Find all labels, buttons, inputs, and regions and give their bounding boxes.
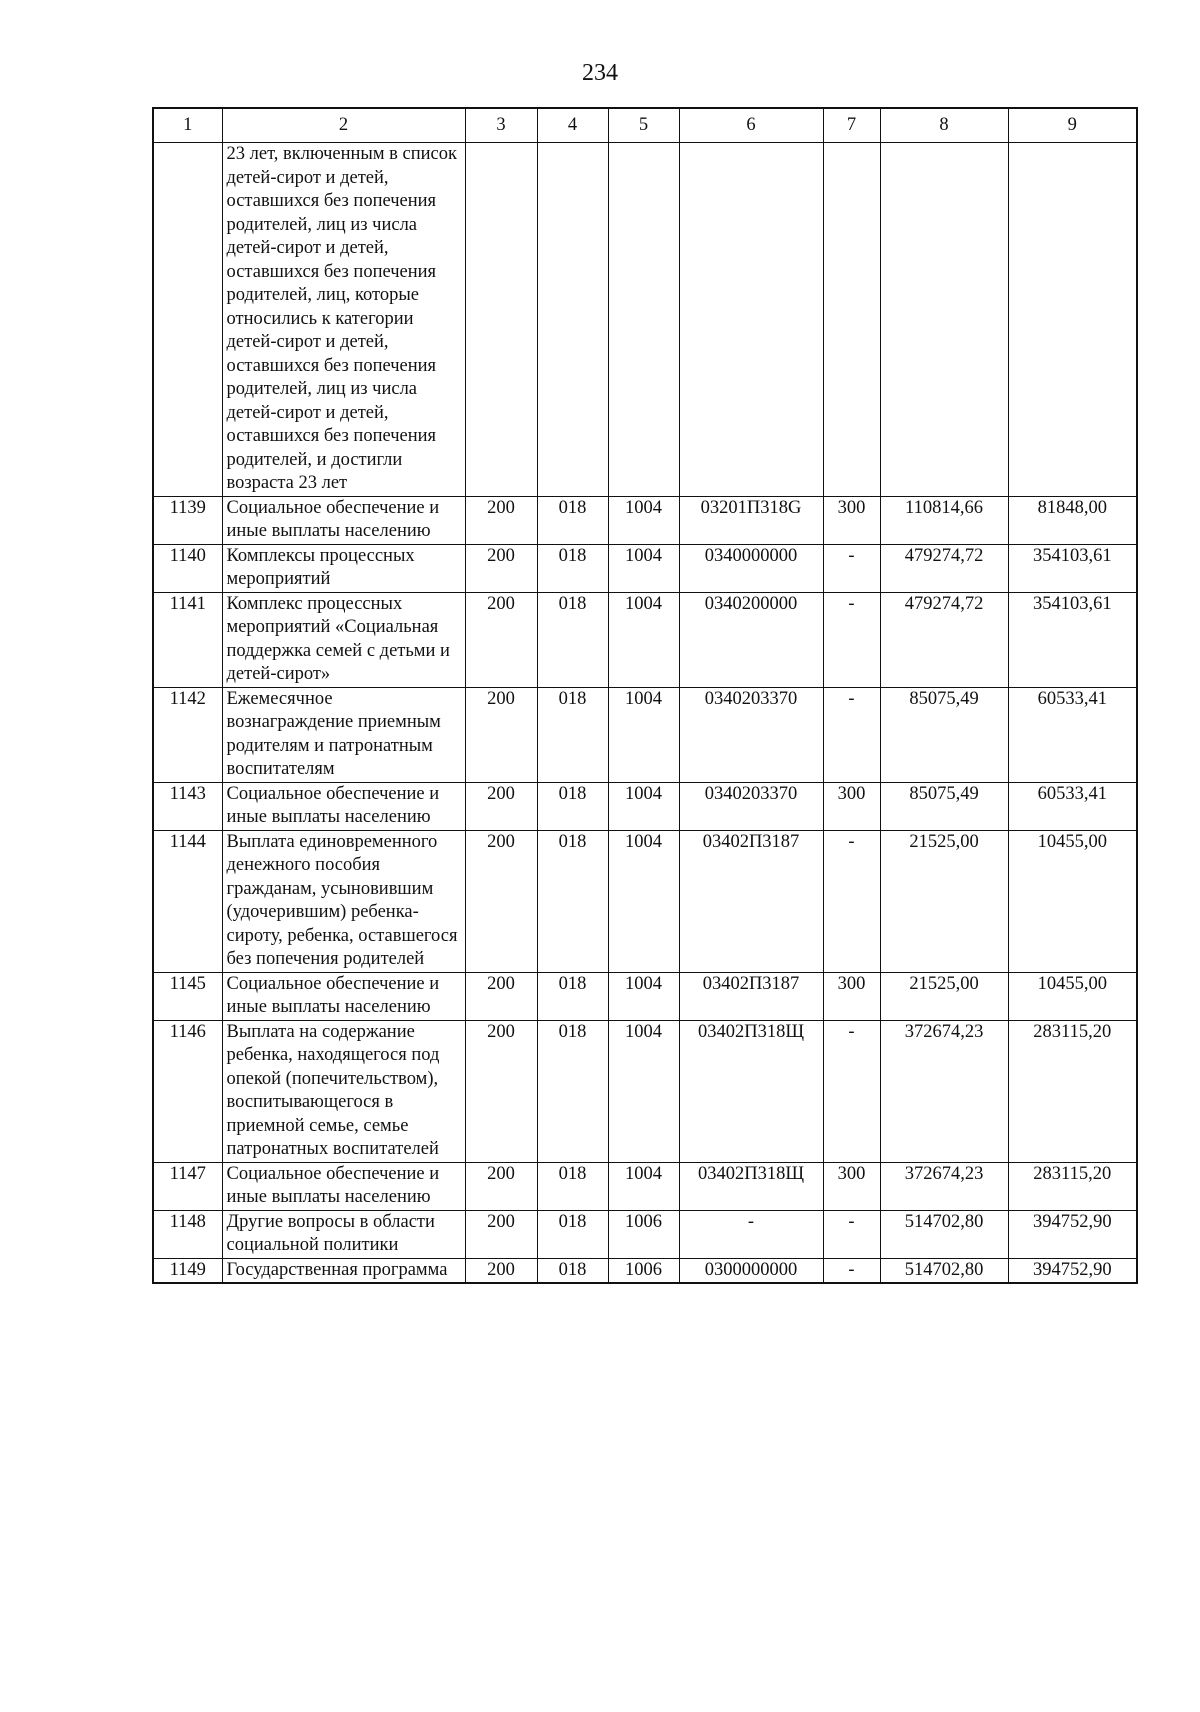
cell-col8: 21525,00 xyxy=(880,830,1008,972)
cell-col9: 354103,61 xyxy=(1008,544,1137,592)
row-name: Социальное обеспечение и иные выплаты населению xyxy=(222,972,465,1020)
row-name: Комплексы процессных мероприятий xyxy=(222,544,465,592)
cell-col5: 1006 xyxy=(608,1258,679,1283)
row-number: 1145 xyxy=(153,972,222,1020)
row-name: Социальное обеспечение и иные выплаты населению xyxy=(222,782,465,830)
cell-col5: 1006 xyxy=(608,1210,679,1258)
row-name: Социальное обеспечение и иные выплаты населению xyxy=(222,1162,465,1210)
cell-col4: 018 xyxy=(537,782,608,830)
cell-col3: 200 xyxy=(465,1258,537,1283)
column-header-5: 5 xyxy=(608,108,679,143)
cell-col6: 03402П318Щ xyxy=(679,1020,823,1162)
row-number: 1149 xyxy=(153,1258,222,1283)
cell-col4: 018 xyxy=(537,1210,608,1258)
cell-col9: 283115,20 xyxy=(1008,1020,1137,1162)
cell-col5: 1004 xyxy=(608,830,679,972)
column-header-4: 4 xyxy=(537,108,608,143)
table-row xyxy=(153,1258,1137,1283)
cell-col9: 283115,20 xyxy=(1008,1162,1137,1210)
cell-col8: 514702,80 xyxy=(880,1210,1008,1258)
table-row xyxy=(153,782,1137,830)
cell-col5: 1004 xyxy=(608,544,679,592)
table-row xyxy=(153,592,1137,687)
cell-col5 xyxy=(608,143,679,497)
cell-col9: 60533,41 xyxy=(1008,782,1137,830)
cell-col9: 354103,61 xyxy=(1008,592,1137,687)
cell-col3: 200 xyxy=(465,592,537,687)
table-row xyxy=(153,1162,1137,1210)
column-header-9: 9 xyxy=(1008,108,1137,143)
cell-col4: 018 xyxy=(537,496,608,544)
cell-col9 xyxy=(1008,143,1137,497)
cell-col7: - xyxy=(823,1258,880,1283)
cell-col3: 200 xyxy=(465,830,537,972)
table-row xyxy=(153,830,1137,972)
column-header-3: 3 xyxy=(465,108,537,143)
cell-col8: 110814,66 xyxy=(880,496,1008,544)
cell-col3: 200 xyxy=(465,1162,537,1210)
cell-col8 xyxy=(880,143,1008,497)
cell-col7: 300 xyxy=(823,496,880,544)
cell-col3: 200 xyxy=(465,1210,537,1258)
cell-col5: 1004 xyxy=(608,687,679,782)
table-row xyxy=(153,972,1137,1020)
cell-col8: 479274,72 xyxy=(880,544,1008,592)
cell-col3: 200 xyxy=(465,782,537,830)
row-number xyxy=(153,143,222,497)
row-number: 1144 xyxy=(153,830,222,972)
cell-col3: 200 xyxy=(465,687,537,782)
cell-col4: 018 xyxy=(537,592,608,687)
cell-col6: 03201П318G xyxy=(679,496,823,544)
cell-col4: 018 xyxy=(537,1020,608,1162)
column-header-7: 7 xyxy=(823,108,880,143)
row-number: 1140 xyxy=(153,544,222,592)
table-body xyxy=(153,143,1137,1284)
cell-col6: 03402П318Щ xyxy=(679,1162,823,1210)
cell-col5: 1004 xyxy=(608,1162,679,1210)
table-row xyxy=(153,544,1137,592)
row-name: Государственная программа xyxy=(222,1258,465,1283)
row-number: 1139 xyxy=(153,496,222,544)
cell-col7 xyxy=(823,143,880,497)
row-name: 23 лет, включенным в список детей-сирот и детей, оставшихся без попечения родителей, лиц из числа детей-сирот и детей, оставшихся без попечения родителей, лиц, которые относились к категории детей-сирот и детей, оставшихся без попечения родителей, лиц из числа детей-сирот и детей, оставшихся без попечения родителей, и достигли возраста 23 лет xyxy=(222,143,465,497)
header-row xyxy=(153,108,1137,143)
cell-col8: 514702,80 xyxy=(880,1258,1008,1283)
column-header-6: 6 xyxy=(679,108,823,143)
cell-col6: 0340203370 xyxy=(679,782,823,830)
table-row xyxy=(153,1020,1137,1162)
cell-col5: 1004 xyxy=(608,972,679,1020)
cell-col9: 10455,00 xyxy=(1008,972,1137,1020)
cell-col8: 85075,49 xyxy=(880,687,1008,782)
cell-col8: 372674,23 xyxy=(880,1162,1008,1210)
cell-col3: 200 xyxy=(465,1020,537,1162)
cell-col5: 1004 xyxy=(608,782,679,830)
cell-col8: 21525,00 xyxy=(880,972,1008,1020)
cell-col3: 200 xyxy=(465,496,537,544)
cell-col4: 018 xyxy=(537,544,608,592)
row-number: 1142 xyxy=(153,687,222,782)
cell-col5: 1004 xyxy=(608,1020,679,1162)
table-row xyxy=(153,687,1137,782)
cell-col4: 018 xyxy=(537,830,608,972)
table-row xyxy=(153,1210,1137,1258)
cell-col7: - xyxy=(823,544,880,592)
cell-col8: 85075,49 xyxy=(880,782,1008,830)
page-number: 234 xyxy=(582,60,618,86)
row-number: 1143 xyxy=(153,782,222,830)
cell-col7: - xyxy=(823,1020,880,1162)
column-header-2: 2 xyxy=(222,108,465,143)
cell-col7: - xyxy=(823,830,880,972)
row-name: Ежемесячное вознаграждение приемным родителям и патронатным воспитателям xyxy=(222,687,465,782)
cell-col6: - xyxy=(679,1210,823,1258)
cell-col7: 300 xyxy=(823,972,880,1020)
cell-col3: 200 xyxy=(465,972,537,1020)
cell-col7: 300 xyxy=(823,1162,880,1210)
cell-col5: 1004 xyxy=(608,496,679,544)
cell-col5: 1004 xyxy=(608,592,679,687)
column-header-8: 8 xyxy=(880,108,1008,143)
cell-col4: 018 xyxy=(537,687,608,782)
cell-col6: 0340000000 xyxy=(679,544,823,592)
cell-col6: 03402П3187 xyxy=(679,830,823,972)
cell-col9: 394752,90 xyxy=(1008,1258,1137,1283)
table-row xyxy=(153,496,1137,544)
cell-col9: 10455,00 xyxy=(1008,830,1137,972)
cell-col6: 0300000000 xyxy=(679,1258,823,1283)
cell-col3 xyxy=(465,143,537,497)
cell-col6: 0340203370 xyxy=(679,687,823,782)
cell-col7: - xyxy=(823,1210,880,1258)
row-name: Социальное обеспечение и иные выплаты населению xyxy=(222,496,465,544)
row-number: 1141 xyxy=(153,592,222,687)
cell-col4: 018 xyxy=(537,1258,608,1283)
cell-col6 xyxy=(679,143,823,497)
row-number: 1147 xyxy=(153,1162,222,1210)
cell-col7: - xyxy=(823,592,880,687)
cell-col8: 479274,72 xyxy=(880,592,1008,687)
cell-col6: 0340200000 xyxy=(679,592,823,687)
row-number: 1148 xyxy=(153,1210,222,1258)
budget-table xyxy=(152,107,1138,1284)
cell-col4: 018 xyxy=(537,1162,608,1210)
cell-col7: 300 xyxy=(823,782,880,830)
cell-col9: 81848,00 xyxy=(1008,496,1137,544)
row-name: Комплекс процессных мероприятий «Социальная поддержка семей с детьми и детей-сирот» xyxy=(222,592,465,687)
row-name: Выплата на содержание ребенка, находящегося под опекой (попечительством), воспитывающегося в приемной семье, семье патронатных воспитателей xyxy=(222,1020,465,1162)
cell-col8: 372674,23 xyxy=(880,1020,1008,1162)
row-number: 1146 xyxy=(153,1020,222,1162)
cell-col9: 60533,41 xyxy=(1008,687,1137,782)
cell-col4 xyxy=(537,143,608,497)
table-header xyxy=(153,108,1137,143)
cell-col4: 018 xyxy=(537,972,608,1020)
table-row xyxy=(153,143,1137,497)
cell-col3: 200 xyxy=(465,544,537,592)
row-name: Выплата единовременного денежного пособия гражданам, усыновившим (удочерившим) ребенка-сироту, ребенка, оставшегося без попечения родителей xyxy=(222,830,465,972)
cell-col9: 394752,90 xyxy=(1008,1210,1137,1258)
row-name: Другие вопросы в области социальной политики xyxy=(222,1210,465,1258)
cell-col7: - xyxy=(823,687,880,782)
cell-col6: 03402П3187 xyxy=(679,972,823,1020)
column-header-1: 1 xyxy=(153,108,222,143)
